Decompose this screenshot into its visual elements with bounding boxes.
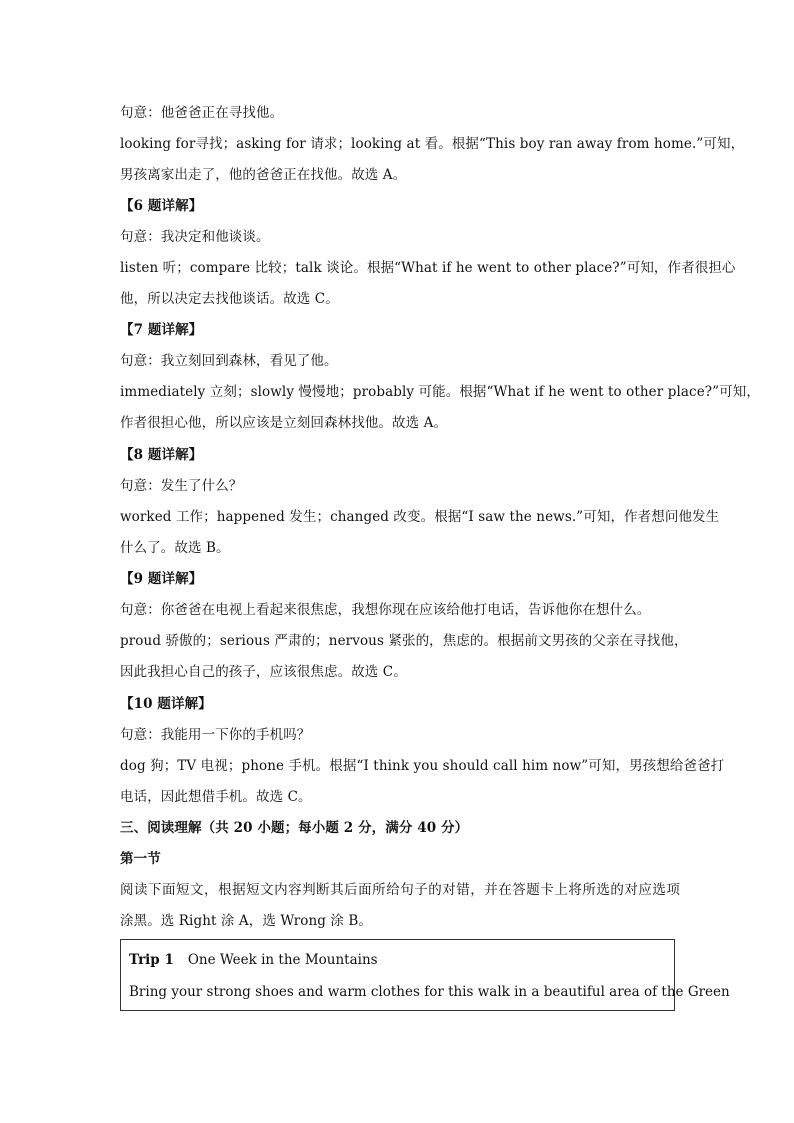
trip-label: Trip 1 — [129, 952, 174, 968]
text-line: proud 骄傲的；serious 严肃的；nervous 紧张的，焦虑的。根据前文男孩的父亲在寻找他， — [120, 633, 688, 649]
section-title: 三、阅读理解（共 20 小题；每小题 2 分，满分 40 分） — [120, 820, 469, 836]
text-line: 句意：我立刻回到森林，看见了他。 — [120, 353, 338, 369]
question-heading: 【8 题详解】 — [120, 447, 203, 463]
text-line: immediately 立刻；slowly 慢慢地；probably 可能。根据“What if he went to other place?”可知， — [120, 384, 760, 400]
text-line: looking for寻找；asking for 请求；looking at 看。根据“This boy ran away from home.”可知， — [120, 136, 745, 152]
text-line: 男孩离家出走了，他的爸爸正在找他。故选 A。 — [120, 167, 407, 183]
instruction-line: 涂黑。选 Right 涂 A，选 Wrong 涂 B。 — [120, 913, 373, 929]
trip-title: One Week in the Mountains — [187, 952, 378, 968]
instruction-line: 阅读下面短文，根据短文内容判断其后面所给句子的对错，并在答题卡上将所选的对应选项 — [120, 882, 680, 898]
question-heading: 【7 题详解】 — [120, 322, 203, 338]
text-line: 句意：我决定和他谈谈。 — [120, 229, 270, 245]
trip-box — [120, 939, 730, 1011]
question-heading: 【9 题详解】 — [120, 571, 203, 587]
text-line: worked 工作；happened 发生；changed 改变。根据“I saw the news.”可知，作者想问他发生 — [120, 509, 720, 525]
text-line: 句意：他爸爸正在寻找他。 — [120, 105, 284, 121]
text-line: 什么了。故选 B。 — [120, 540, 230, 556]
text-line: 句意：你爸爸在电视上看起来很焦虑，我想你现在应该给他打电话，告诉他你在想什么。 — [120, 602, 651, 618]
text-line: dog 狗；TV 电视；phone 手机。根据“I think you should call him now”可知，男孩想给爸爸打 — [120, 758, 725, 774]
text-line: 作者很担心他，所以应该是立刻回森林找他。故选 A。 — [120, 415, 448, 431]
text-line: 句意：发生了什么？ — [120, 478, 243, 494]
part-heading: 第一节 — [120, 851, 161, 867]
trip-body: Bring your strong shoes and warm clothes for this walk in a beautiful area of the Green — [129, 984, 730, 1000]
text-line: 电话，因此想借手机。故选 C。 — [120, 789, 312, 805]
question-heading: 【6 题详解】 — [120, 198, 203, 214]
text-line: listen 听；compare 比较；talk 谈论。根据“What if he went to other place?”可知，作者很担心 — [120, 260, 736, 276]
question-heading: 【10 题详解】 — [120, 696, 212, 712]
text-line: 句意：我能用一下你的手机吗？ — [120, 727, 311, 743]
text-line: 他，所以决定去找他谈话。故选 C。 — [120, 291, 339, 307]
trip-header — [129, 950, 378, 970]
text-line: 因此我担心自己的孩子，应该很焦虑。故选 C。 — [120, 664, 407, 680]
